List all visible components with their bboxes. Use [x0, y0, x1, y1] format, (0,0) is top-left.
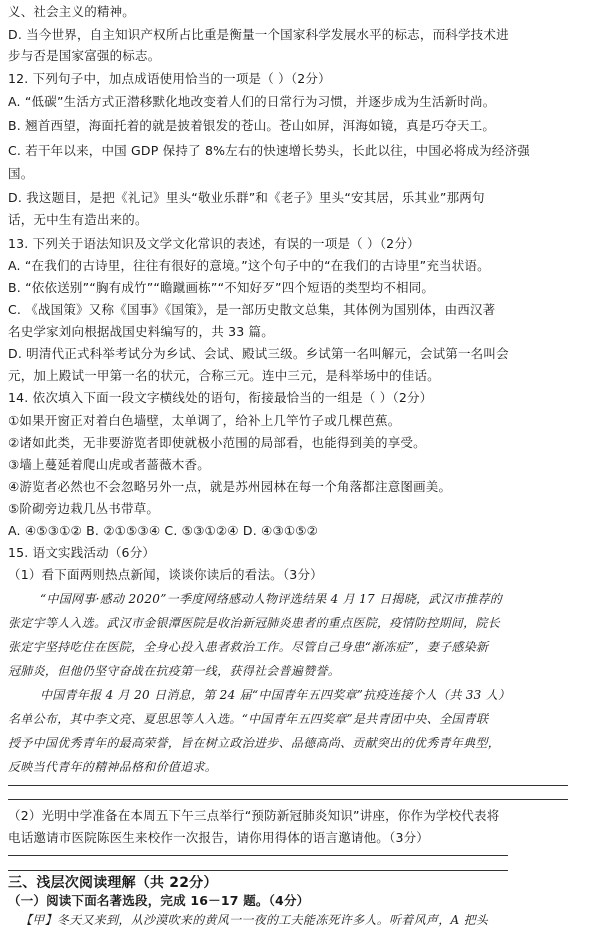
news-paragraph: “中国网事·感动 2020”一季度网络感动人物评选结果 4 月 17 日揭晓，武汉市推荐的: [40, 592, 503, 606]
sentence-2: ②诸如此类，无非要游览者即使就极小范围的局部看，也能得到美的享受。: [8, 435, 426, 450]
text-line: 元，加上殿试一甲第一名的状元，合称三元。连中三元，是科举场中的佳话。: [8, 368, 440, 383]
text-line: 义、社会主义的精神。: [8, 4, 136, 19]
option-d: D. 明清代正式科举考试分为乡试、会试、殿试三级。乡试第一名叫解元，会试第一名叫会: [8, 346, 509, 361]
news-paragraph: 冠肺炎，但他仍坚守奋战在抗疫第一线，获得社会普遍赞誉。: [8, 664, 341, 678]
option-b: B. “依依送别”“胸有成竹”“瞻蹴画栋”“不知好歹”四个短语的类型均不相同。: [8, 280, 435, 295]
sub-question-1: （1）看下面两则热点新闻，谈谈你读后的看法。（3分）: [8, 567, 323, 582]
text-line: 电话邀请市医院陈医生来校作一次报告，请你用得体的语言邀请他。（3分）: [8, 830, 430, 845]
sentence-5: ⑤阶砌旁边栽几丛书带草。: [8, 501, 160, 516]
option-a: A. “在我们的古诗里，往往有很好的意境。”这个句子中的“在我们的古诗里”充当状语。: [8, 258, 490, 273]
question-14: 14. 依次填入下面一段文字横线处的语句，衔接最恰当的一组是（ ）（2分）: [8, 390, 433, 405]
news-paragraph: 授予中国优秀青年的最高荣誉，旨在树立政治进步、品德高尚、贡献突出的优秀青年典型，: [8, 736, 501, 750]
news-paragraph: 名单公布，其中李文亮、夏思思等人入选。“中国青年五四奖章”是共青团中央、全国青联: [8, 712, 489, 726]
text-line: 国。: [8, 166, 34, 181]
text-line: 话，无中生有造出来的。: [8, 212, 148, 227]
sentence-1: ①如果开窗正对着白色墙壁，太单调了，给补上几竿竹子或几棵芭蕉。: [8, 413, 401, 428]
text-line: 步与否是国家富强的标志。: [8, 48, 161, 63]
excerpt-line: 【甲】冬天又来到，从沙漠吹来的黄风一一夜的工夫能冻死许多人。听着风声，A 把头: [20, 913, 489, 927]
option-b: B. 翘首西望，海面托着的就是披着银发的苍山。苍山如屏，洱海如镜，真是巧夺天工。: [8, 118, 496, 133]
option-c: C. 《战国策》又称《国事》《国策》，是一部历史散文总集，其体例为国别体，由西汉著: [8, 302, 496, 317]
news-paragraph: 反映当代青年的精神品格和价值追求。: [8, 760, 218, 774]
question-13: 13. 下列关于语法知识及文学文化常识的表述，有误的一项是（ ）（2分）: [8, 236, 420, 251]
text-line: 名史学家刘向根据战国史料编写的，共 33 篇。: [8, 324, 274, 339]
sentence-4: ④游览者必然也不会忽略另外一点，就是苏州园林在每一个角落都注意图画美。: [8, 479, 452, 494]
section-subtitle: （一）阅读下面名著选段，完成 16－17 题。（4分）: [8, 893, 310, 908]
text-line: D. 当今世界，自主知识产权所占比重是衡量一个国家科学发展水平的标志，而科学技术进: [8, 27, 509, 42]
answer-line[interactable]: [8, 870, 508, 871]
sub-question-2: （2）光明中学准备在本周五下午三点举行“预防新冠肺炎知识”讲座，你作为学校代表将: [8, 808, 500, 823]
answer-line[interactable]: [8, 785, 568, 786]
option-c: C. 若干年以来，中国 GDP 保持了 8%左右的快速增长势头，长此以往，中国必将成为经济强: [8, 143, 530, 158]
option-a: A. “低碳”生活方式正潜移默化地改变着人们的日常行为习惯，并逐步成为生活新时尚。: [8, 94, 496, 109]
answer-line[interactable]: [8, 799, 568, 800]
answer-line[interactable]: [8, 855, 508, 856]
news-paragraph: 张定宇坚持吃住在医院，全身心投入患者救治工作。尽管自己身患“渐冻症”，妻子感染新: [8, 640, 489, 654]
option-d: D. 我这题目，是把《礼记》里头“敬业乐群”和《老子》里头“安其居，乐其业”那两句: [8, 190, 485, 205]
question-15: 15. 语文实践活动（6分）: [8, 545, 156, 560]
sentence-3: ③墙上蔓延着爬山虎或者蔷薇木香。: [8, 457, 210, 472]
news-paragraph: 中国青年报 4 月 20 日消息，第 24 届“中国青年五四奖章”抗疫连接个人（共 33 人）: [40, 688, 511, 702]
answer-options: A. ④⑤③①② B. ②①⑤③④ C. ⑤③①②④ D. ④③①⑤②: [8, 523, 319, 538]
news-paragraph: 张定宇等人入选。武汉市金银潭医院是收治新冠肺炎患者的重点医院，疫情防控期间，院长: [8, 616, 501, 630]
section-title: 三、浅层次阅读理解（共 22分）: [8, 875, 218, 891]
question-12: 12. 下列句子中，加点成语使用恰当的一项是（ ）（2分）: [8, 71, 331, 86]
